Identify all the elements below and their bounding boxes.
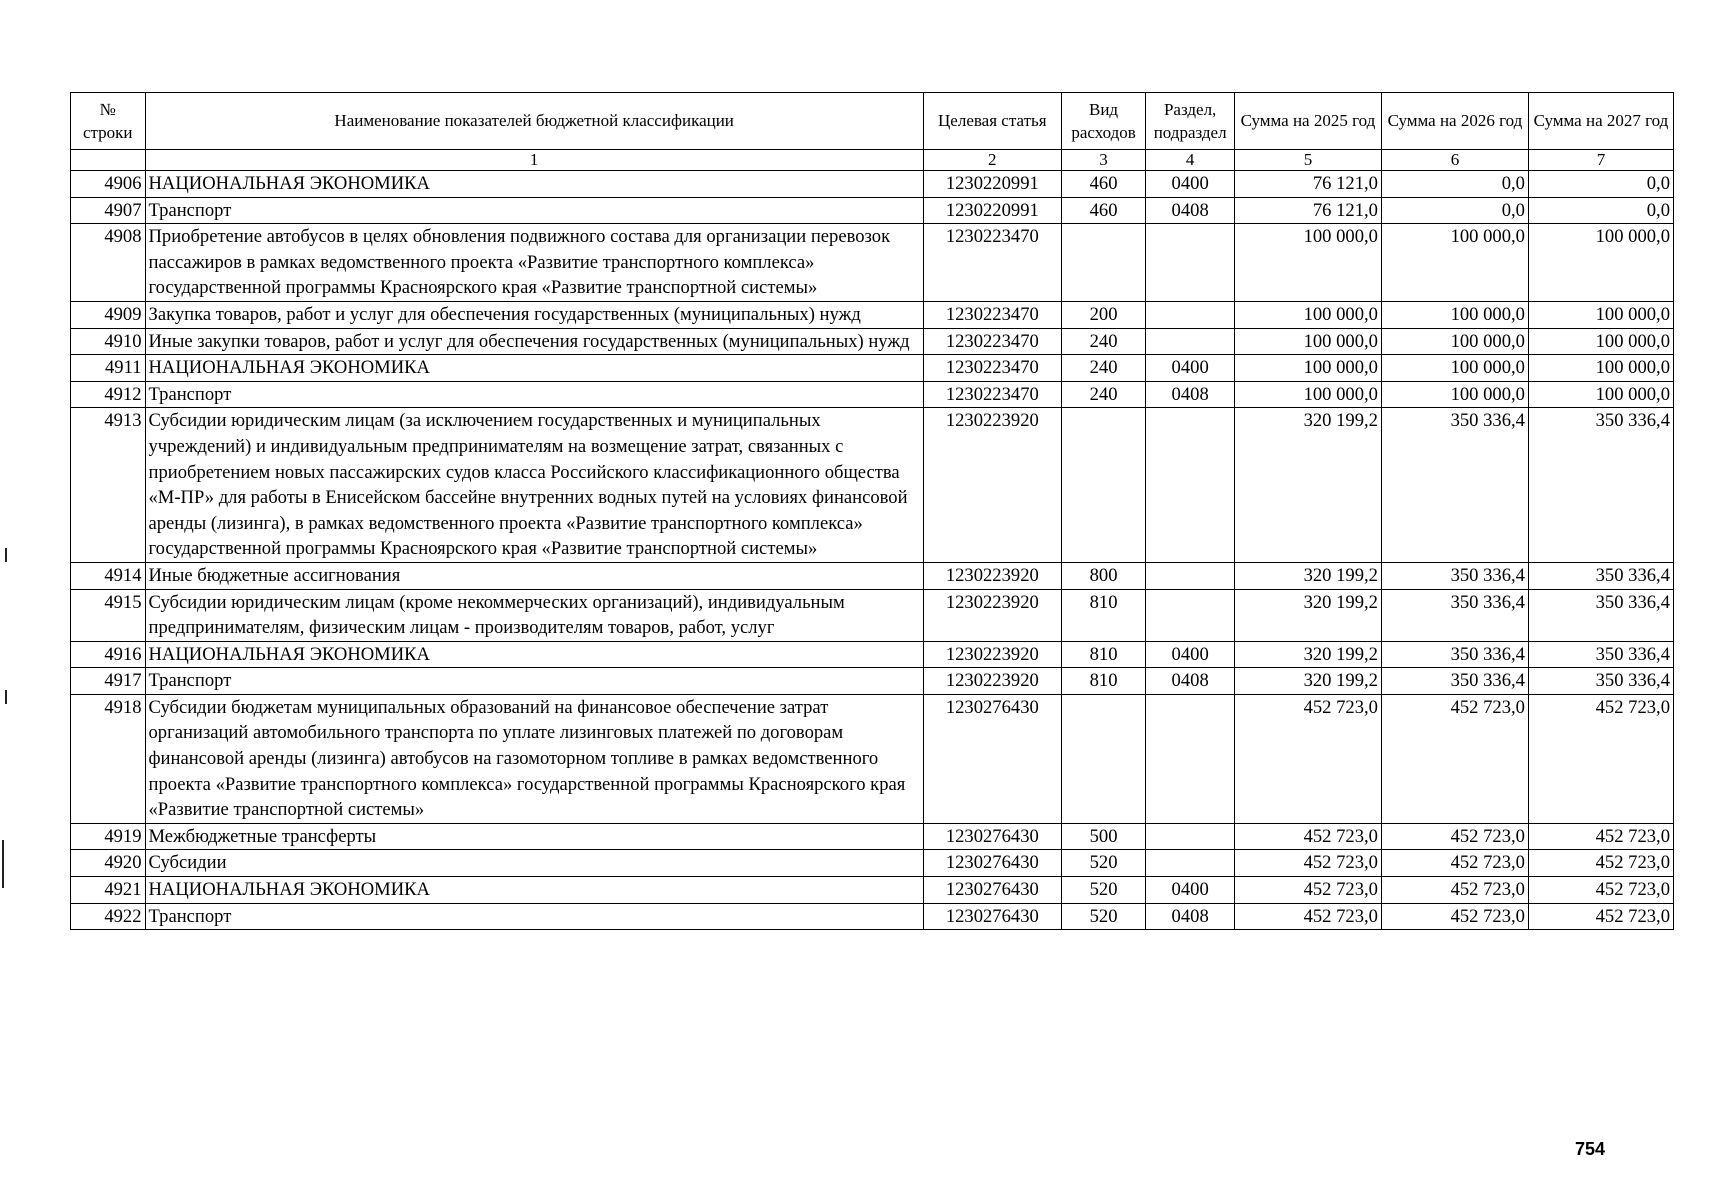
table-row	[71, 589, 1674, 641]
indicator-name-cell: НАЦИОНАЛЬНАЯ ЭКОНОМИКА	[145, 171, 923, 198]
header-target-article: Целевая статья	[923, 93, 1061, 150]
target-article-cell: 1230223470	[923, 381, 1061, 408]
row-number-cell: 4920	[71, 850, 146, 877]
sum-2026-cell: 100 000,0	[1381, 301, 1528, 328]
table-row	[71, 381, 1674, 408]
header-sum-2025: Сумма на 2025 год	[1234, 93, 1381, 150]
indicator-name-cell: Закупка товаров, работ и услуг для обеспечения государственных (муниципальных) нужд	[145, 301, 923, 328]
expense-type-cell: 810	[1061, 668, 1146, 695]
sum-2025-cell: 320 199,2	[1234, 408, 1381, 563]
sum-2025-cell: 100 000,0	[1234, 328, 1381, 355]
expense-type-cell: 520	[1061, 850, 1146, 877]
sum-2025-cell: 320 199,2	[1234, 641, 1381, 668]
indicator-name-cell: Межбюджетные трансферты	[145, 823, 923, 850]
scan-margin-mark	[5, 690, 7, 704]
indicator-name-cell: Транспорт	[145, 197, 923, 224]
sum-2026-cell: 452 723,0	[1381, 823, 1528, 850]
sum-2026-cell: 350 336,4	[1381, 668, 1528, 695]
sum-2026-cell: 350 336,4	[1381, 408, 1528, 563]
table-row	[71, 641, 1674, 668]
table-row	[71, 224, 1674, 302]
section-cell: 0408	[1146, 668, 1235, 695]
target-article-cell: 1230276430	[923, 694, 1061, 823]
row-number-cell: 4907	[71, 197, 146, 224]
sum-2025-cell: 452 723,0	[1234, 850, 1381, 877]
target-article-cell: 1230223920	[923, 408, 1061, 563]
table-row	[71, 171, 1674, 198]
row-number-cell: 4922	[71, 903, 146, 930]
sum-2025-cell: 320 199,2	[1234, 562, 1381, 589]
row-number-cell: 4915	[71, 589, 146, 641]
target-article-cell: 1230276430	[923, 823, 1061, 850]
table-row	[71, 562, 1674, 589]
sum-2025-cell: 100 000,0	[1234, 355, 1381, 382]
table-header-row	[71, 93, 1674, 150]
table-row	[71, 668, 1674, 695]
row-number-cell: 4909	[71, 301, 146, 328]
target-article-cell: 1230223470	[923, 355, 1061, 382]
indicator-name-cell: НАЦИОНАЛЬНАЯ ЭКОНОМИКА	[145, 641, 923, 668]
indicator-name-cell: Транспорт	[145, 668, 923, 695]
column-number: 7	[1528, 150, 1673, 171]
header-sum-2026: Сумма на 2026 год	[1381, 93, 1528, 150]
table-row	[71, 823, 1674, 850]
column-number: 4	[1146, 150, 1235, 171]
section-cell	[1146, 224, 1235, 302]
target-article-cell: 1230223470	[923, 328, 1061, 355]
section-cell	[1146, 823, 1235, 850]
row-number-cell: 4921	[71, 877, 146, 904]
header-expense-type: Вид расходов	[1061, 93, 1146, 150]
target-article-cell: 1230220991	[923, 171, 1061, 198]
sum-2025-cell: 452 723,0	[1234, 877, 1381, 904]
sum-2026-cell: 452 723,0	[1381, 903, 1528, 930]
column-number: 3	[1061, 150, 1146, 171]
section-cell: 0408	[1146, 197, 1235, 224]
indicator-name-cell: Субсидии бюджетам муниципальных образований на финансовое обеспечение затрат организаций автомобильного транспорта по уплате лизинговых платежей по договорам финансовой аренды (лизинга) автобусов на газомоторном топливе в рамках ведомственного проекта «Развитие транспортного комплекса» государственной программы Красноярского края «Развитие транспортной системы»	[145, 694, 923, 823]
target-article-cell: 1230276430	[923, 850, 1061, 877]
expense-type-cell: 800	[1061, 562, 1146, 589]
sum-2027-cell: 350 336,4	[1528, 641, 1673, 668]
row-number-cell: 4919	[71, 823, 146, 850]
indicator-name-cell: НАЦИОНАЛЬНАЯ ЭКОНОМИКА	[145, 877, 923, 904]
scan-margin-mark	[2, 840, 4, 888]
sum-2025-cell: 452 723,0	[1234, 903, 1381, 930]
sum-2027-cell: 452 723,0	[1528, 823, 1673, 850]
section-cell: 0400	[1146, 877, 1235, 904]
indicator-name-cell: Субсидии юридическим лицам (кроме некоммерческих организаций), индивидуальным предпринимателям, физическим лицам - производителям товаров, работ, услуг	[145, 589, 923, 641]
table-row	[71, 301, 1674, 328]
sum-2027-cell: 100 000,0	[1528, 355, 1673, 382]
expense-type-cell: 460	[1061, 197, 1146, 224]
sum-2026-cell: 452 723,0	[1381, 850, 1528, 877]
row-number-cell: 4916	[71, 641, 146, 668]
sum-2027-cell: 100 000,0	[1528, 224, 1673, 302]
target-article-cell: 1230223470	[923, 301, 1061, 328]
row-number-cell: 4918	[71, 694, 146, 823]
sum-2027-cell: 350 336,4	[1528, 562, 1673, 589]
sum-2026-cell: 350 336,4	[1381, 641, 1528, 668]
sum-2026-cell: 100 000,0	[1381, 381, 1528, 408]
page-number: 754	[1575, 1139, 1606, 1159]
sum-2026-cell: 452 723,0	[1381, 694, 1528, 823]
scan-margin-mark	[5, 548, 7, 562]
sum-2025-cell: 100 000,0	[1234, 224, 1381, 302]
sum-2027-cell: 350 336,4	[1528, 589, 1673, 641]
section-cell	[1146, 328, 1235, 355]
sum-2027-cell: 100 000,0	[1528, 381, 1673, 408]
sum-2026-cell: 452 723,0	[1381, 877, 1528, 904]
section-cell: 0400	[1146, 171, 1235, 198]
sum-2026-cell: 0,0	[1381, 197, 1528, 224]
sum-2027-cell: 0,0	[1528, 171, 1673, 198]
section-cell	[1146, 589, 1235, 641]
sum-2027-cell: 452 723,0	[1528, 694, 1673, 823]
target-article-cell: 1230276430	[923, 903, 1061, 930]
section-cell: 0408	[1146, 903, 1235, 930]
expense-type-cell	[1061, 408, 1146, 563]
budget-classification-table	[70, 92, 1674, 930]
row-number-cell: 4911	[71, 355, 146, 382]
expense-type-cell: 240	[1061, 355, 1146, 382]
sum-2025-cell: 320 199,2	[1234, 589, 1381, 641]
table-row	[71, 408, 1674, 563]
sum-2027-cell: 100 000,0	[1528, 301, 1673, 328]
table-row	[71, 903, 1674, 930]
sum-2026-cell: 100 000,0	[1381, 328, 1528, 355]
table-row	[71, 850, 1674, 877]
indicator-name-cell: Субсидии	[145, 850, 923, 877]
sum-2027-cell: 452 723,0	[1528, 903, 1673, 930]
target-article-cell: 1230223920	[923, 668, 1061, 695]
header-row-no: № строки	[71, 93, 146, 150]
expense-type-cell: 520	[1061, 877, 1146, 904]
indicator-name-cell: Иные бюджетные ассигнования	[145, 562, 923, 589]
column-number	[71, 150, 146, 171]
header-sum-2027: Сумма на 2027 год	[1528, 93, 1673, 150]
sum-2027-cell: 350 336,4	[1528, 408, 1673, 563]
section-cell: 0408	[1146, 381, 1235, 408]
target-article-cell: 1230220991	[923, 197, 1061, 224]
target-article-cell: 1230276430	[923, 877, 1061, 904]
header-name: Наименование показателей бюджетной классификации	[145, 93, 923, 150]
sum-2026-cell: 100 000,0	[1381, 224, 1528, 302]
table-row	[71, 877, 1674, 904]
sum-2025-cell: 100 000,0	[1234, 301, 1381, 328]
sum-2025-cell: 100 000,0	[1234, 381, 1381, 408]
row-number-cell: 4906	[71, 171, 146, 198]
row-number-cell: 4910	[71, 328, 146, 355]
sum-2025-cell: 452 723,0	[1234, 823, 1381, 850]
row-number-cell: 4908	[71, 224, 146, 302]
expense-type-cell	[1061, 694, 1146, 823]
section-cell	[1146, 850, 1235, 877]
section-cell: 0400	[1146, 641, 1235, 668]
column-number: 6	[1381, 150, 1528, 171]
indicator-name-cell: Транспорт	[145, 903, 923, 930]
target-article-cell: 1230223470	[923, 224, 1061, 302]
section-cell: 0400	[1146, 355, 1235, 382]
sum-2025-cell: 76 121,0	[1234, 171, 1381, 198]
sum-2027-cell: 350 336,4	[1528, 668, 1673, 695]
indicator-name-cell: Транспорт	[145, 381, 923, 408]
expense-type-cell: 240	[1061, 381, 1146, 408]
sum-2027-cell: 452 723,0	[1528, 877, 1673, 904]
row-number-cell: 4917	[71, 668, 146, 695]
target-article-cell: 1230223920	[923, 562, 1061, 589]
sum-2025-cell: 452 723,0	[1234, 694, 1381, 823]
sum-2026-cell: 0,0	[1381, 171, 1528, 198]
sum-2026-cell: 350 336,4	[1381, 562, 1528, 589]
section-cell	[1146, 301, 1235, 328]
sum-2026-cell: 100 000,0	[1381, 355, 1528, 382]
table-row	[71, 328, 1674, 355]
expense-type-cell: 500	[1061, 823, 1146, 850]
sum-2027-cell: 452 723,0	[1528, 850, 1673, 877]
table-row	[71, 197, 1674, 224]
column-number: 5	[1234, 150, 1381, 171]
sum-2025-cell: 76 121,0	[1234, 197, 1381, 224]
section-cell	[1146, 694, 1235, 823]
section-cell	[1146, 562, 1235, 589]
target-article-cell: 1230223920	[923, 641, 1061, 668]
indicator-name-cell: НАЦИОНАЛЬНАЯ ЭКОНОМИКА	[145, 355, 923, 382]
table-row	[71, 694, 1674, 823]
header-section: Раздел, подраздел	[1146, 93, 1235, 150]
table-body	[71, 171, 1674, 930]
section-cell	[1146, 408, 1235, 563]
expense-type-cell: 240	[1061, 328, 1146, 355]
indicator-name-cell: Иные закупки товаров, работ и услуг для обеспечения государственных (муниципальных) нужд	[145, 328, 923, 355]
expense-type-cell: 520	[1061, 903, 1146, 930]
row-number-cell: 4913	[71, 408, 146, 563]
sum-2026-cell: 350 336,4	[1381, 589, 1528, 641]
column-number-row	[71, 150, 1674, 171]
target-article-cell: 1230223920	[923, 589, 1061, 641]
expense-type-cell: 200	[1061, 301, 1146, 328]
expense-type-cell: 810	[1061, 641, 1146, 668]
expense-type-cell	[1061, 224, 1146, 302]
column-number: 2	[923, 150, 1061, 171]
expense-type-cell: 460	[1061, 171, 1146, 198]
sum-2025-cell: 320 199,2	[1234, 668, 1381, 695]
sum-2027-cell: 100 000,0	[1528, 328, 1673, 355]
row-number-cell: 4914	[71, 562, 146, 589]
indicator-name-cell: Приобретение автобусов в целях обновления подвижного состава для организации перевозок пассажиров в рамках ведомственного проекта «Развитие транспортного комплекса» государственной программы Красноярского края «Развитие транспортной системы»	[145, 224, 923, 302]
column-number: 1	[145, 150, 923, 171]
row-number-cell: 4912	[71, 381, 146, 408]
indicator-name-cell: Субсидии юридическим лицам (за исключением государственных и муниципальных учреждений) и индивидуальным предпринимателям на возмещение затрат, связанных с приобретением новых пассажирских судов класса Российского классификационного общества «М-ПР» для работы в Енисейском бассейне внутренних водных путей на условиях финансовой аренды (лизинга), в рамках ведомственного проекта «Развитие транспортного комплекса» государственной программы Красноярского края «Развитие транспортной системы»	[145, 408, 923, 563]
table-row	[71, 355, 1674, 382]
sum-2027-cell: 0,0	[1528, 197, 1673, 224]
expense-type-cell: 810	[1061, 589, 1146, 641]
